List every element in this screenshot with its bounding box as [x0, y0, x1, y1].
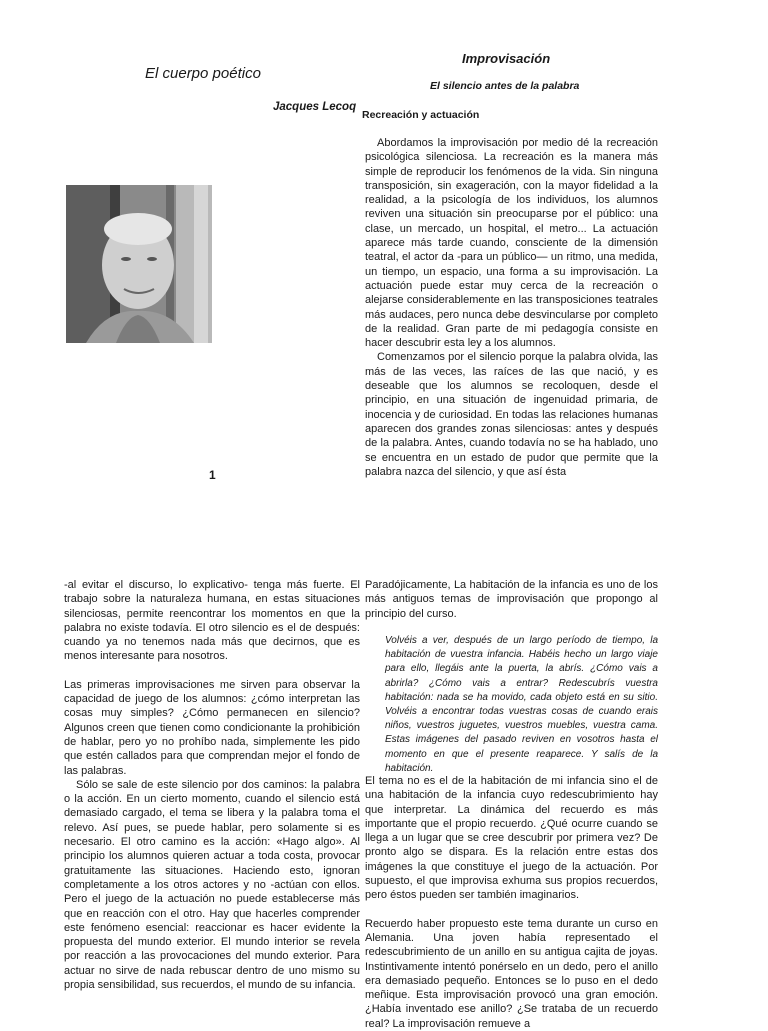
paragraph: Las primeras improvisaciones me sirven para observar la capacidad de juego de los alumnos: ¿cómo interpretan las cosas muy simples? ¿Cómo permanecen en silencio? Algunos creen que tienen como condicionante la prohibición de hablar, pero yo no prohíbo nada, simplemente les pido que estén callados para que comprendan mejor el fondo de las palabras. — [64, 678, 360, 777]
paragraph: Paradójicamente, La habitación de la infancia es uno de los más antiguos temas de improvisación que propongo al principio del curso. — [365, 579, 658, 620]
paragraph: El tema no es el de la habitación de mi infancia sino el de una habitación de la infancia cuyo redescubrimiento hay que interpretar. La dinámica del recuerdo es más importante que el propio recuerdo. ¿Qué ocurre cuando se llega a un lugar que se cree descubrir por primera vez? De pronto algo se dispara. Es la relación entre estas dos imágenes la que constituye el juego de la actuación. Por supuesto, el que improvisa exhuma sus propios recuerdos, pero éstos pueden ser también imaginarios. — [365, 775, 658, 902]
book-title: El cuerpo poético — [145, 65, 261, 82]
paragraph: Comenzamos por el silencio porque la palabra olvida, las más de las veces, las raíces de las que nació, y es deseable que los alumnos se recoloquen, desde el principio, en una situación de ingenuidad primaria, de inocencia y de curiosidad. En todas las relaciones humanas aparecen dos grandes zonas silenciosas: antes y después de la palabra. Antes, cuando todavía no se ha hablado, uno se encuentra en un estado de pudor que permite que la palabra nazca del silencio, y que así ésta — [365, 351, 658, 478]
right-column-bottom — [365, 578, 658, 621]
paragraph: Abordamos la improvisación por medio dé la recreación psicológica silenciosa. La recreación es la manera más simple de reproducir los fenómenos de la vida. Sin ninguna transposición, sin exageración, con la mayor fidelidad a la realidad, a la psicología de los individuos, los alumnos reviven una situación sin preocuparse por el público: una clase, un mercado, un hospital, el metro... La actuación aparece más tarde cuando, consciente de la dimensión teatral, el actor da -para un público— un ritmo, una medida, un tiempo, un espacio, una forma a su improvisación. La actuación puede estar muy cerca de la recreación o alejarse considerablemente en las transposiciones teatrales más audaces, pero nunca debe desvincularse por completo de la realidad. Gran parte de mi pedagogía consiste en hacer descubrir esta ley a los alumnos. — [365, 137, 658, 350]
author-name: Jacques Lecoq — [273, 101, 357, 113]
author-photo — [66, 185, 212, 343]
section-subtitle: El silencio antes de la palabra — [430, 80, 580, 92]
block-quote: Volvéis a ver, después de un largo período de tiempo, la habitación de vuestra infancia. Habéis hecho un largo viaje para ello, llegáis ante la puerta, la abrís. ¿Cómo vais a abrirla? ¿Cómo vais a entrar? Redescubrís vuestra habitación: nada se ha movido, cada objeto está en su sitio. Volvéis a encontrar todas vuestras cosas de cuando erais niños, vuestros juguetes, vuestros muebles, vuestra cama. Estas imágenes del pasado reviven en vosotros hasta el momento en que el presente reaparece. Y salís de la habitación. — [385, 635, 658, 774]
page-number: 1 — [209, 468, 216, 482]
subsection-title: Recreación y actuación — [362, 109, 480, 121]
paragraph: Sólo se sale de este silencio por dos caminos: la palabra o la acción. En un cierto momento, cuando el silencio está demasiado cargado, el tema se libera y la palabra toma el relevo. Así pues, se puede hablar, pero solamente si es necesario. El otro camino es la acción: «Hago algo». Al principio los alumnos quieren actuar a toda costa, provocar gratuitamente las situaciones. Haciendo esto, ignoran completamente a los otros actores y no -actúan con ellos. Pero el juego de la actuación no puede establecerse más que en reacción con el otro. Hay que hacerles comprender este fenómeno esencial: reaccionar es hacer evidente la propuesta del mundo exterior. El mundo interior se revela por reacción a las provocaciones del mundo exterior. Para actuar no sirve de nada rebuscar dentro de uno mismo su propia sensibilidad, sus recuerdos, el mundo de su infancia. — [64, 778, 360, 992]
section-title: Improvisación — [462, 51, 551, 66]
right-column-bottom-body — [365, 774, 658, 1031]
right-column-top — [365, 136, 658, 479]
paragraph: -al evitar el discurso, lo explicativo- tenga más fuerte. El trabajo sobre la naturaleza humana, en estas situaciones silenciosas, permite reencontrar los momentos en que la palabra no existe todavía. El otro silencio es el de después: cuando ya no tenemos nada más que decirnos, que es menos interesante para nosotros. — [64, 579, 360, 663]
left-column-bottom — [64, 578, 360, 992]
paragraph: Recuerdo haber propuesto este tema durante un curso en Alemania. Una joven había representado el redescubrimiento de un anillo en su antigua cajita de joyas. Instintivamente intentó ponérselo en un dedo, pero el anillo era demasiado pequeño. Entonces se lo puso en el dedo meñique. Esta improvisación provocó una gran emoción. ¿Había inventado ese anillo? ¿Se trataba de un recuerdo real? La improvisación remueve a — [365, 917, 658, 1030]
